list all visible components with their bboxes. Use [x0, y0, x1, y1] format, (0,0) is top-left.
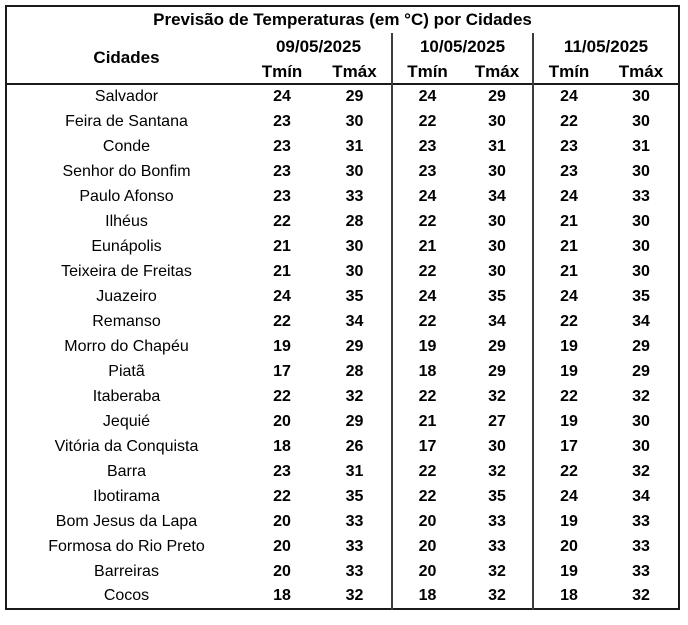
tmin-cell: 23: [273, 137, 291, 155]
tmax-cell: 33: [632, 562, 650, 580]
tmin-cell: 24: [392, 284, 462, 309]
tmax-cell: 35: [632, 287, 650, 305]
tmin-cell: 17: [273, 362, 291, 380]
tmin-cell: 20: [273, 412, 291, 430]
tmax-cell: 32: [632, 587, 650, 604]
tmin-cell: 21: [533, 234, 604, 259]
tmax-cell: 30: [488, 437, 506, 455]
city-cell: Teixeira de Freitas: [61, 262, 192, 280]
title-row: [6, 6, 679, 33]
tmin-cell: 22: [392, 309, 462, 334]
city-cell: Bom Jesus da Lapa: [55, 512, 198, 530]
tmin-cell: 21: [392, 409, 462, 434]
tmax-cell: 30: [488, 212, 506, 230]
tmax-cell: 33: [345, 537, 364, 555]
dates-row: [6, 33, 679, 60]
tmax-cell: 30: [345, 262, 364, 280]
tmin-cell: 24: [533, 484, 604, 509]
tmax-cell: 29: [488, 337, 506, 355]
table-row: [6, 184, 679, 209]
tmax-cell: 30: [345, 112, 364, 130]
tmax-cell: 30: [488, 262, 506, 280]
tmin-cell: 20: [273, 562, 291, 580]
tmin-cell: 20: [533, 534, 604, 559]
tmin-cell: 18: [392, 359, 462, 384]
tmax-cell: 28: [345, 362, 364, 380]
tmin-header-3: Tmín: [533, 60, 604, 84]
tmin-cell: 19: [392, 334, 462, 359]
city-cell: Barra: [106, 462, 147, 480]
tmin-cell: 20: [392, 559, 462, 584]
tmin-cell: 18: [392, 584, 462, 609]
tmin-cell: 24: [273, 88, 291, 105]
tmax-cell: 33: [632, 512, 650, 530]
table-row: [6, 434, 679, 459]
tmin-cell: 23: [273, 112, 291, 130]
city-cell: Salvador: [94, 88, 159, 105]
tmin-cell: 22: [533, 309, 604, 334]
tmax-cell: 34: [632, 487, 650, 505]
tmin-cell: 20: [273, 512, 291, 530]
tmax-cell: 33: [488, 537, 506, 555]
tmin-cell: 22: [392, 459, 462, 484]
date-header-3: 11/05/2025: [533, 33, 679, 60]
tmin-cell: 17: [533, 434, 604, 459]
tmax-cell: 30: [632, 262, 650, 280]
city-cell: Itaberaba: [92, 387, 161, 405]
tmax-cell: 30: [632, 112, 650, 130]
city-cell: Remanso: [92, 312, 161, 330]
tmin-cell: 22: [533, 109, 604, 134]
table-row: [6, 334, 679, 359]
tmin-cell: 23: [273, 462, 291, 480]
tmin-cell: 22: [533, 459, 604, 484]
city-cell: Senhor do Bonfim: [62, 162, 191, 180]
tmax-cell: 30: [632, 437, 650, 455]
tmax-cell: 33: [345, 562, 364, 580]
city-cell: Cocos: [103, 587, 150, 604]
tmin-cell: 23: [533, 159, 604, 184]
table-row: [6, 134, 679, 159]
city-cell: Conde: [102, 137, 151, 155]
tmax-cell: 33: [345, 512, 364, 530]
table-row: [6, 584, 679, 609]
table-row: [6, 309, 679, 334]
tmax-cell: 33: [632, 187, 650, 205]
tmin-cell: 19: [533, 359, 604, 384]
tmax-cell: 32: [632, 462, 650, 480]
tmax-cell: 34: [488, 187, 506, 205]
table-row: [6, 509, 679, 534]
table-row: [6, 559, 679, 584]
tmax-header-2: Tmáx: [474, 61, 520, 81]
tmax-cell: 35: [345, 487, 364, 505]
tmin-cell: 20: [392, 509, 462, 534]
tmin-cell: 22: [533, 384, 604, 409]
table-body: [6, 84, 679, 609]
table-row: [6, 384, 679, 409]
table-row: [6, 284, 679, 309]
tmax-cell: 31: [632, 137, 650, 155]
tmax-cell: 35: [345, 287, 364, 305]
city-cell: Paulo Afonso: [79, 187, 174, 205]
tmin-cell: 19: [533, 509, 604, 534]
tmax-cell: 29: [632, 337, 650, 355]
tmin-cell: 24: [392, 84, 462, 109]
table-row: [6, 459, 679, 484]
tmin-cell: 22: [273, 487, 291, 505]
tmax-cell: 30: [488, 237, 506, 255]
table-row: [6, 484, 679, 509]
city-cell: Eunápolis: [91, 237, 162, 255]
tmin-cell: 19: [533, 559, 604, 584]
tmax-cell: 29: [632, 362, 650, 380]
tmax-cell: 33: [488, 512, 506, 530]
tmin-cell: 21: [273, 262, 291, 280]
tmax-cell: 30: [345, 162, 364, 180]
tmax-cell: 30: [632, 237, 650, 255]
tmax-cell: 29: [488, 362, 506, 380]
tmax-cell: 30: [632, 212, 650, 230]
tmax-cell: 33: [632, 537, 650, 555]
city-cell: Vitória da Conquista: [54, 437, 199, 455]
city-cell: Juazeiro: [96, 287, 157, 305]
table-row: [6, 109, 679, 134]
tmin-cell: 19: [533, 334, 604, 359]
tmin-cell: 21: [392, 234, 462, 259]
date-header-2: 10/05/2025: [392, 33, 533, 60]
tmin-cell: 21: [533, 209, 604, 234]
tmax-cell: 30: [488, 162, 506, 180]
city-cell: Morro do Chapéu: [64, 337, 189, 355]
tmin-cell: 24: [273, 287, 291, 305]
tmin-cell: 17: [392, 434, 462, 459]
tmin-cell: 22: [273, 312, 291, 330]
tmax-cell: 29: [345, 337, 364, 355]
tmax-cell: 29: [488, 88, 506, 105]
tmin-cell: 23: [392, 159, 462, 184]
tmax-cell: 34: [632, 312, 650, 330]
city-cell: Formosa do Rio Preto: [48, 537, 205, 555]
tmax-header-3: Tmáx: [618, 61, 664, 81]
tmax-cell: 28: [345, 212, 364, 230]
tmin-cell: 24: [533, 84, 604, 109]
tmin-cell: 23: [392, 134, 462, 159]
tmin-cell: 22: [392, 209, 462, 234]
tmin-cell: 18: [273, 437, 291, 455]
city-cell: Jequié: [102, 412, 151, 430]
tmax-cell: 30: [345, 237, 364, 255]
city-cell: Feira de Santana: [65, 112, 188, 130]
tmin-cell: 20: [273, 537, 291, 555]
tmin-header-1: Tmín: [261, 61, 303, 81]
tmax-cell: 29: [345, 88, 364, 105]
temperature-forecast-table: [5, 5, 680, 610]
tmax-cell: 35: [488, 487, 506, 505]
tmin-cell: 23: [273, 187, 291, 205]
tmin-cell: 21: [533, 259, 604, 284]
table-row: [6, 209, 679, 234]
table-header: [6, 6, 679, 84]
tmax-cell: 33: [345, 187, 364, 205]
tmax-cell: 31: [345, 462, 364, 480]
city-cell: Ilhéus: [105, 212, 148, 230]
city-cell: Barreiras: [94, 562, 159, 580]
tmin-cell: 23: [533, 134, 604, 159]
tmax-cell: 27: [488, 412, 506, 430]
table-row: [6, 534, 679, 559]
tmax-header-1: Tmáx: [332, 61, 377, 81]
tmax-cell: 32: [488, 562, 506, 580]
tmin-cell: 18: [533, 584, 604, 609]
tmin-cell: 24: [533, 284, 604, 309]
tmax-cell: 30: [632, 88, 650, 105]
table-row: [6, 234, 679, 259]
tmax-cell: 26: [345, 437, 364, 455]
tmax-cell: 30: [488, 112, 506, 130]
tmin-cell: 23: [273, 162, 291, 180]
city-cell: Piatã: [108, 362, 145, 380]
tmax-cell: 34: [488, 312, 506, 330]
city-cell: Ibotirama: [93, 487, 160, 505]
tmax-cell: 32: [632, 387, 650, 405]
tmax-cell: 31: [488, 137, 506, 155]
tmax-cell: 32: [345, 387, 364, 405]
tmax-cell: 34: [345, 312, 364, 330]
tmin-cell: 22: [392, 384, 462, 409]
table-title: Previsão de Temperaturas (em °C) por Cidades: [153, 10, 532, 29]
table-row: [6, 359, 679, 384]
tmin-cell: 22: [392, 484, 462, 509]
tmin-cell: 22: [392, 109, 462, 134]
tmin-cell: 20: [392, 534, 462, 559]
tmin-cell: 21: [273, 237, 291, 255]
tmax-cell: 32: [488, 387, 506, 405]
tmin-cell: 22: [392, 259, 462, 284]
tmax-cell: 32: [345, 587, 364, 604]
tmax-cell: 29: [345, 412, 364, 430]
table-row: [6, 84, 679, 109]
table-row: [6, 259, 679, 284]
tmax-cell: 32: [488, 462, 506, 480]
table-row: [6, 159, 679, 184]
tmin-cell: 24: [392, 184, 462, 209]
tmax-cell: 31: [345, 137, 364, 155]
column-header-cidades: Cidades: [93, 48, 160, 67]
tmin-cell: 24: [533, 184, 604, 209]
tmax-cell: 35: [488, 287, 506, 305]
tmin-header-2: Tmín: [392, 60, 462, 84]
tmin-cell: 18: [273, 587, 291, 604]
tmax-cell: 32: [488, 587, 506, 604]
date-header-1: 09/05/2025: [275, 36, 362, 56]
tmax-cell: 30: [632, 162, 650, 180]
tmin-cell: 22: [273, 387, 291, 405]
table-row: [6, 409, 679, 434]
tmin-cell: 22: [273, 212, 291, 230]
tmax-cell: 30: [632, 412, 650, 430]
tmin-cell: 19: [273, 337, 291, 355]
tmin-cell: 19: [533, 409, 604, 434]
